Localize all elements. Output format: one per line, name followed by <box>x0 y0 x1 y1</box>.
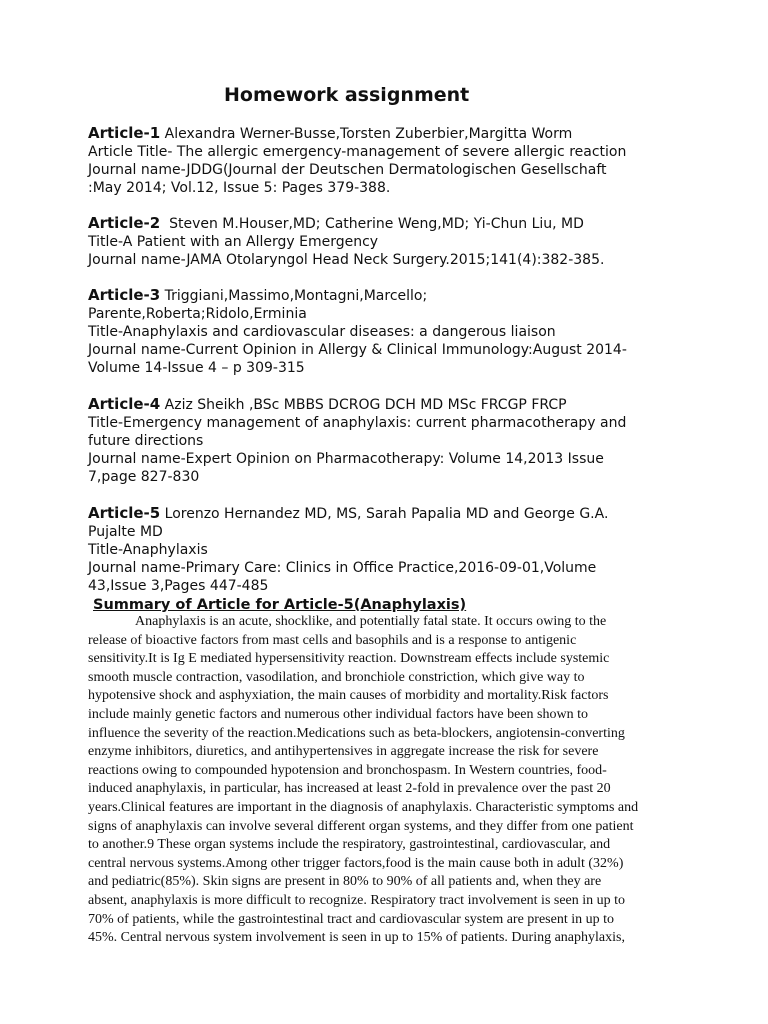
summary-line: and pediatric(85%). Skin signs are present in 80% to 90% of all patients and, when they are <box>88 874 602 890</box>
article-3-line-1 <box>88 286 688 305</box>
summary-heading: Summary of Article for Article-5(Anaphylaxis) <box>93 597 467 613</box>
summary-line: hypotensive shock and asphyxiation, the main causes of morbidity and mortality.Risk factors <box>88 688 609 704</box>
article-5-title: Title-Anaphylaxis <box>88 542 208 558</box>
article-2-line-1 <box>88 214 688 233</box>
article-3-title: Title-Anaphylaxis and cardiovascular diseases: a dangerous liaison <box>88 324 556 340</box>
article-4-authors: Aziz Sheikh ,BSc MBBS DCROG DCH MD MSc FRCGP FRCP <box>164 397 567 413</box>
article-4-journal: Journal name-Expert Opinion on Pharmacotherapy: Volume 14,2013 Issue <box>88 451 604 467</box>
article-1-journal-cont: :May 2014; Vol.12, Issue 5: Pages 379-388. <box>88 180 391 196</box>
article-1-title: Article Title- The allergic emergency-management of severe allergic reaction <box>88 144 627 160</box>
article-3-journal-cont: Volume 14-Issue 4 – p 309-315 <box>88 360 305 376</box>
article-5-authors-cont: Pujalte MD <box>88 524 163 540</box>
article-3-label: Article-3 <box>88 286 161 304</box>
document-title: Homework assignment <box>224 84 470 106</box>
summary-line: 45%. Central nervous system involvement is seen in up to 15% of patients. During anaphylaxis, <box>88 930 625 946</box>
article-2-label: Article-2 <box>88 214 161 232</box>
article-4-label: Article-4 <box>88 395 161 413</box>
summary-line: influence the severity of the reaction.Medications such as beta-blockers, angiotensin-converting <box>88 725 625 741</box>
article-5-label: Article-5 <box>88 504 161 522</box>
article-2-authors: Steven M.Houser,MD; Catherine Weng,MD; Yi-Chun Liu, MD <box>169 216 584 232</box>
article-2-citation <box>88 214 688 269</box>
summary-line: 70% of patients, while the gastrointestinal tract and cardiovascular system are present in up to <box>88 911 615 927</box>
article-1-journal: Journal name-JDDG(Journal der Deutschen Dermatologischen Gesellschaft <box>88 162 607 178</box>
article-5-citation <box>88 504 688 595</box>
summary-line: to another.9 These organ systems include the respiratory, gastrointestinal, cardiovascular, and <box>88 837 611 853</box>
article-3-authors-cont: Parente,Roberta;Ridolo,Erminia <box>88 306 307 322</box>
article-1-authors: Alexandra Werner-Busse,Torsten Zuberbier,Margitta Worm <box>164 126 573 142</box>
article-3-journal: Journal name-Current Opinion in Allergy & Clinical Immunology:August 2014- <box>88 342 627 358</box>
summary-line: enzyme inhibitors, diuretics, and antihypertensives in aggregate increase the risk for severe <box>88 744 599 760</box>
article-3-citation <box>88 286 688 377</box>
article-5-line-1 <box>88 504 688 523</box>
summary-line: release of bioactive factors from mast cells and basophils and is a response to antigenic <box>88 632 577 648</box>
article-3-authors: Triggiani,Massimo,Montagni,Marcello; <box>164 288 428 304</box>
summary-line: include mainly genetic factors and numerous other individual factors have been shown to <box>88 706 588 722</box>
article-1-citation <box>88 124 688 197</box>
article-5-journal: Journal name-Primary Care: Clinics in Office Practice,2016-09-01,Volume <box>88 560 597 576</box>
summary-line: years.Clinical features are important in the diagnosis of anaphylaxis. Characteristic symptoms and <box>88 799 639 815</box>
summary-line: reactions owing to compounded hypotension and bronchospasm. In Western countries, food- <box>88 762 607 778</box>
summary-paragraph <box>88 613 688 948</box>
article-4-title-cont: future directions <box>88 433 204 449</box>
summary-line: Anaphylaxis is an acute, shocklike, and potentially fatal state. It occurs owing to the <box>135 614 607 629</box>
article-4-line-1 <box>88 395 688 414</box>
article-2-title: Title-A Patient with an Allergy Emergency <box>88 234 379 250</box>
summary-line: central nervous systems.Among other trigger factors,food is the main cause both in adult (32%) <box>88 855 624 871</box>
article-4-journal-cont: 7,page 827-830 <box>88 469 200 485</box>
article-5-authors: Lorenzo Hernandez MD, MS, Sarah Papalia MD and George G.A. <box>164 506 609 522</box>
summary-line: signs of anaphylaxis can involve several different organ systems, and they differ from one patient <box>88 818 634 834</box>
summary-line: sensitivity.It is Ig E mediated hypersensitivity reaction. Downstream effects include systemic <box>88 651 610 667</box>
article-2-journal: Journal name-JAMA Otolaryngol Head Neck Surgery.2015;141(4):382-385. <box>88 252 605 268</box>
article-1-label: Article-1 <box>88 124 161 142</box>
article-1-line-1 <box>88 124 688 143</box>
article-5-journal-cont: 43,Issue 3,Pages 447-485 <box>88 578 269 594</box>
summary-line: absent, anaphylaxis is more difficult to recognize. Respiratory tract involvement is seen in up to <box>88 892 626 908</box>
article-4-citation <box>88 395 688 486</box>
article-4-title: Title-Emergency management of anaphylaxis: current pharmacotherapy and <box>88 415 627 431</box>
summary-line: smooth muscle contraction, vasodilation, and bronchiole constriction, which give way to <box>88 669 585 685</box>
summary-line: induced anaphylaxis, in particular, has increased at least 2-fold in prevalence over the past 20 <box>88 781 611 797</box>
